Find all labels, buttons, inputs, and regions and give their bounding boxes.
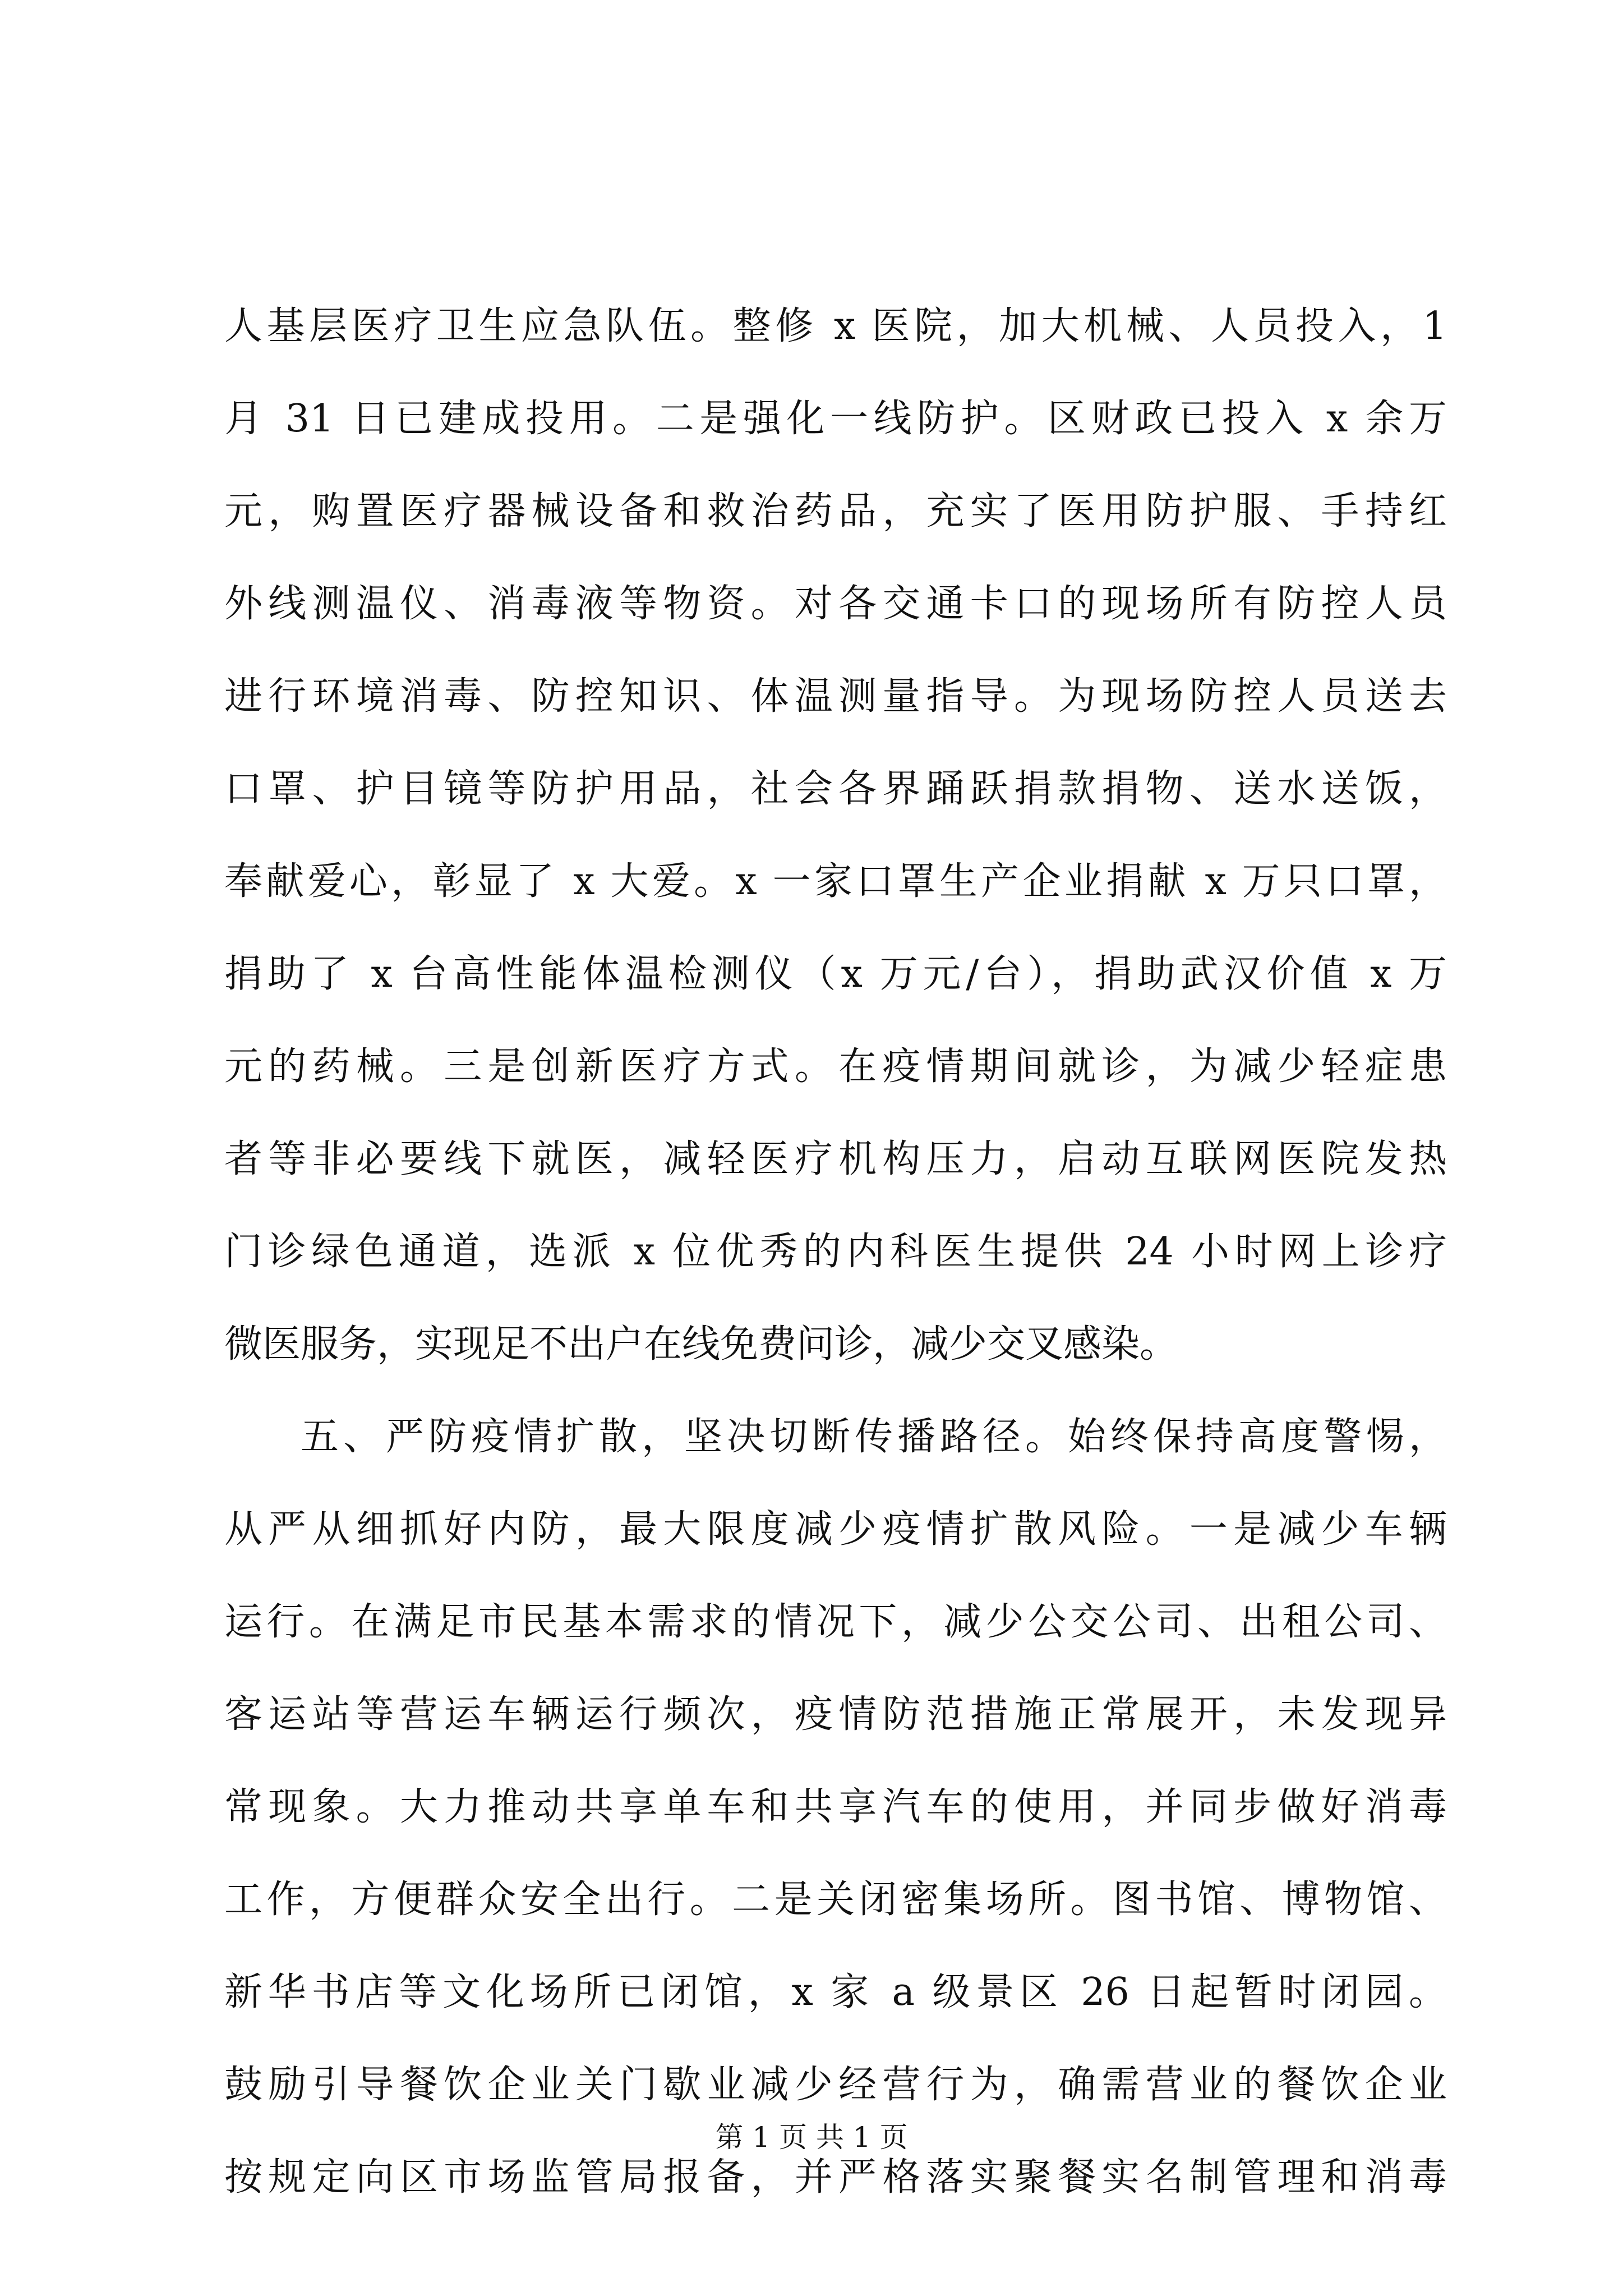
text-line: 从严从细抓好内防，最大限度减少疫情扩散风险。一是减少车辆 bbox=[224, 1507, 1447, 1552]
text-line: 月 31 日已建成投用。二是强化一线防护。区财政已投入 x 余万 bbox=[224, 397, 1447, 441]
page-footer: 第 1 页 共 1 页 bbox=[715, 2121, 908, 2154]
text-line: 外线测温仪、消毒液等物资。对各交通卡口的现场所有防控人员 bbox=[224, 582, 1447, 626]
text-line: 按规定向区市场监管局报备，并严格落实聚餐实名制管理和消毒 bbox=[224, 2155, 1447, 2200]
text-line: 人基层医疗卫生应急队伍。整修 x 医院，加大机械、人员投入，1 bbox=[224, 304, 1447, 348]
text-line: 常现象。大力推动共享单车和共享汽车的使用，并同步做好消毒 bbox=[224, 1785, 1447, 1829]
text-line: 新华书店等文化场所已闭馆，x 家 a 级景区 26 日起暂时闭园。 bbox=[224, 1970, 1447, 2014]
text-line: 进行环境消毒、防控知识、体温测量指导。为现场防控人员送去 bbox=[224, 674, 1447, 719]
text-line: 捐助了 x 台高性能体温检测仪（x 万元/台），捐助武汉价值 x 万 bbox=[224, 952, 1447, 996]
text-line: 口罩、护目镜等防护用品，社会各界踊跃捐款捐物、送水送饭， bbox=[224, 767, 1447, 811]
text-line: 工作，方便群众安全出行。二是关闭密集场所。图书馆、博物馆、 bbox=[224, 1878, 1447, 1922]
text-line: 元，购置医疗器械设备和救治药品，充实了医用防护服、手持红 bbox=[224, 489, 1447, 533]
paragraph-end-line: 微医服务，实现足不出户在线免费问诊，减少交叉感染。 bbox=[224, 1322, 1178, 1366]
text-line: 元的药械。三是创新医疗方式。在疫情期间就诊，为减少轻症患 bbox=[224, 1045, 1447, 1089]
text-line: 者等非必要线下就医，减轻医疗机构压力，启动互联网医院发热 bbox=[224, 1137, 1447, 1181]
paragraph-start-line: 五、严防疫情扩散，坚决切断传播路径。始终保持高度警惕， bbox=[301, 1415, 1447, 1459]
text-line: 门诊绿色通道，选派 x 位优秀的内科医生提供 24 小时网上诊疗 bbox=[224, 1230, 1447, 1274]
body-text bbox=[224, 306, 1447, 2249]
text-line: 客运站等营运车辆运行频次，疫情防范措施正常展开，未发现异 bbox=[224, 1692, 1447, 1737]
text-line: 运行。在满足市民基本需求的情况下，减少公交公司、出租公司、 bbox=[224, 1600, 1447, 1644]
text-line: 鼓励引导餐饮企业关门歇业减少经营行为，确需营业的餐饮企业 bbox=[224, 2063, 1447, 2107]
text-line: 奉献爱心，彰显了 x 大爱。x 一家口罩生产企业捐献 x 万只口罩， bbox=[224, 859, 1447, 904]
